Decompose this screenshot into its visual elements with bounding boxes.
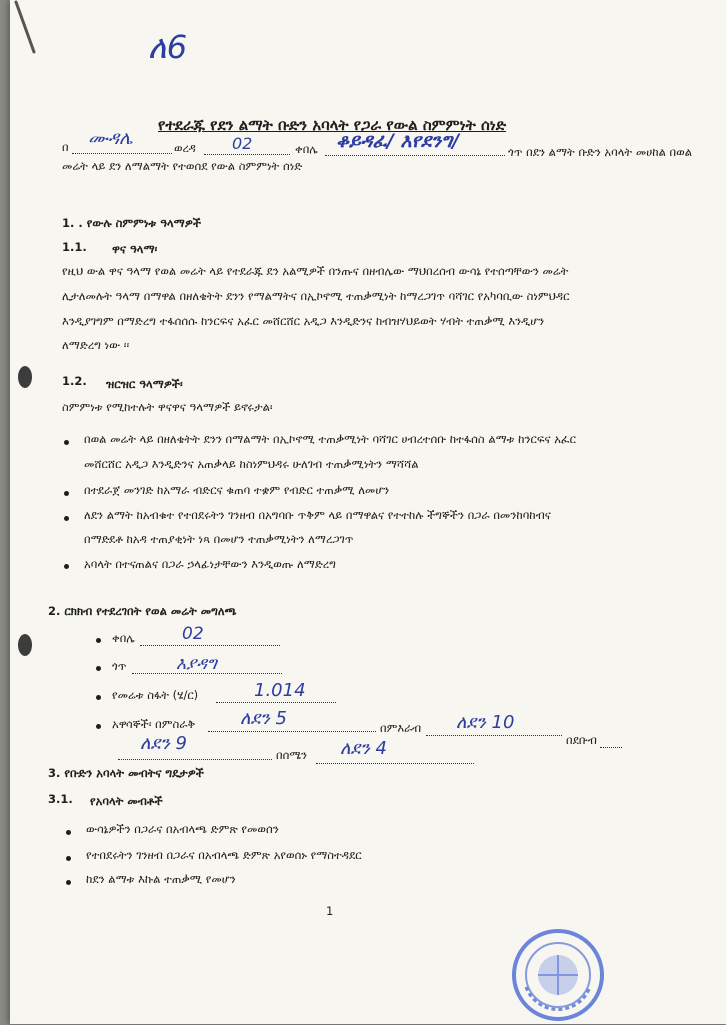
header-line1-suffix: ጎጥ በደን ልማት ቡድን አባላት መሀከል በወል — [508, 145, 692, 159]
header-line2: መሬት ላይ ደን ለማልማት የተወሰደ የውል ስምምነት ሰነድ — [62, 159, 303, 173]
wereda-field — [204, 154, 290, 155]
section3-1-title: የአባላት መብቶች — [90, 794, 163, 808]
bullet-dot — [96, 666, 101, 671]
bullet-dot — [66, 830, 71, 835]
handwritten-got-value: እያዳግ — [176, 654, 217, 674]
handwritten-north-value: ለደን 4 — [340, 738, 387, 759]
section1-2-bullet: ለደን ልማት ከአብቁተ የተበደሩትን ገንዘብ በአግባቡ ጥቅም ላይ በማዋልና የተተከሉ ችግኞችን በጋራ በመንከባከብና — [84, 508, 551, 522]
punch-hole-top — [18, 366, 32, 388]
bullet-dot — [64, 440, 69, 445]
place-field — [72, 153, 172, 154]
kebele-row-field — [140, 645, 280, 646]
page-number: 1 — [326, 904, 334, 918]
section1-2-number: 1.2. — [62, 374, 87, 388]
rights-bullet: ከደን ልማቱ እኩል ተጠቃሚ የመሆን — [86, 872, 236, 886]
handwritten-area-value: 1.014 — [254, 680, 306, 701]
handwritten-name: ቆይዳፈ/ እየደንግ/ — [336, 130, 460, 152]
section1-1-line: ሊታለመሉት ዓላማ በማዋል በዘለቄትት ደንን የማልማትና በኢኮኖሚ ተጠቃሚነት ከማረጋገጥ ባሻገር የአካባቢው ስነምህዳር — [62, 289, 570, 303]
rights-bullet: የተበደሩትን ገንዘብ በጋራና በአብላጫ ድምጽ አየወሰኑ የማስተዳደር — [86, 848, 362, 862]
section3-heading: 3. የቡድን አባላት መብትና ግዴታዎች — [48, 766, 204, 780]
section1-2-bullet: በወል መሬት ላይ በዘለቄትት ደንን በማልማት በኢኮኖሚ ተጠቃሚነት ባሻገር ሀብረተሰቡ ከተፋሰስ ልማቱ ከንርፍና አፈር — [84, 432, 576, 446]
section1-1-line: እንዲያገግም በማድረግ ተፋሰሰሱ ከንርፍና አፈር መሸርሸር አዲጋ እንዲድንና ከብዝሃህይወት ሃብት ተጠቃሚ እንዲሆን — [62, 314, 545, 328]
kebele-label: ቀበሌ — [295, 142, 318, 156]
section1-2-bullet-cont: በማድደቶ ከአዳ ተጠያቂነት ነጻ በመሆን ተጠቃሚነትን ለማረጋገጥ — [84, 532, 354, 546]
area-row-label: የመሬቱ ስፋት (ሄ/ር) — [112, 688, 199, 702]
handwritten-east-value: ለደን 5 — [240, 708, 287, 729]
west-field — [426, 735, 562, 736]
rights-bullet: ውሳኔዎችን በጋራና በአብላጫ ድምጽ የመወሰን — [86, 822, 279, 836]
bullet-dot — [66, 880, 71, 885]
section1-2-bullet: አባላት በተናጠልና በጋራ ኃላፊነታቸውን እንዲወጡ ለማድረግ — [84, 557, 336, 571]
section1-1-number: 1.1. — [62, 240, 87, 254]
handwritten-kebele: 02 — [232, 134, 253, 153]
south-field-start — [600, 747, 622, 748]
section2-heading: 2. ርክክብ የተደረገበት የወል መሬት መግለጫ — [48, 604, 237, 618]
section1-2-intro: ስምምነቱ የሚከተሉት ዋናዋና ዓላማዎች ይኖሩታል፡ — [62, 400, 273, 414]
section3-1-number: 3.1. — [48, 792, 73, 806]
handwritten-place: ሙዳሌ — [88, 128, 133, 149]
punch-hole-bottom — [18, 634, 32, 656]
bullet-dot — [96, 695, 101, 700]
section1-heading: 1. . የውሉ ስምምነቱ ዓላማዎች — [62, 216, 201, 230]
official-seal-stamp — [508, 925, 608, 1025]
bounds-label: አዋሳኞች፡ በምስራቅ — [112, 717, 196, 731]
bullet-dot — [64, 491, 69, 496]
north-field — [316, 763, 474, 764]
handwritten-south-value: ለደን 9 — [140, 733, 187, 754]
kebele-row-label: ቀበሌ — [112, 631, 135, 645]
name-field — [325, 155, 505, 156]
east-field — [208, 731, 376, 732]
header-prefix: በ — [62, 140, 69, 154]
wereda-label: ወረዳ — [174, 141, 196, 155]
section1-2-bullet: በተደራጀ መንገድ ከአማራ ብድርና ቁጠባ ተቋም የብድር ተጠቃሚ ለመሆን — [84, 483, 390, 497]
bullet-dot — [96, 638, 101, 643]
document-title: የተደራጁ የደን ልማት ቡድን አባላት የጋራ የውል ስምምነት ሰነድ — [158, 116, 507, 134]
bullet-dot — [64, 516, 69, 521]
pin-icon — [10, 0, 40, 55]
got-row-label: ጎጥ — [112, 659, 127, 673]
section1-2-title: ዝርዝር ዓላማዎች፡ — [106, 377, 183, 391]
bullet-dot — [64, 564, 69, 569]
bullet-dot — [96, 724, 101, 729]
bullet-dot — [66, 856, 71, 861]
section1-2-bullet-cont: መሸርሸር አዲጋ እንዲድንና አጠቃላይ ከስነምህዳሩ ሁለገብ ተጠቃሚነትን ማሻሻል — [84, 457, 419, 471]
west-label: በምእራብ — [380, 721, 422, 735]
handwritten-page-number: ለ6 — [148, 28, 188, 66]
section1-1-line: ለማድረግ ነው ፡፡ — [62, 338, 130, 352]
south-label: በደቡብ — [566, 733, 597, 747]
south-field — [118, 759, 272, 760]
handwritten-kebele-value: 02 — [182, 624, 204, 644]
section1-1-line: የዚህ ውል ዋና ዓላማ የወል መሬት ላይ የተደራጁ ደን አልሚዎች በንጡና በዘብሌው ማህበረሰብ ውሳኔ የተሰጣቸውን መሬት — [62, 264, 569, 278]
area-row-field — [216, 702, 336, 703]
north-label: በሰሜን — [276, 748, 308, 762]
section1-1-title: ዋና ዓላማ፡ — [112, 242, 158, 256]
handwritten-west-value: ለደን 10 — [456, 712, 515, 733]
